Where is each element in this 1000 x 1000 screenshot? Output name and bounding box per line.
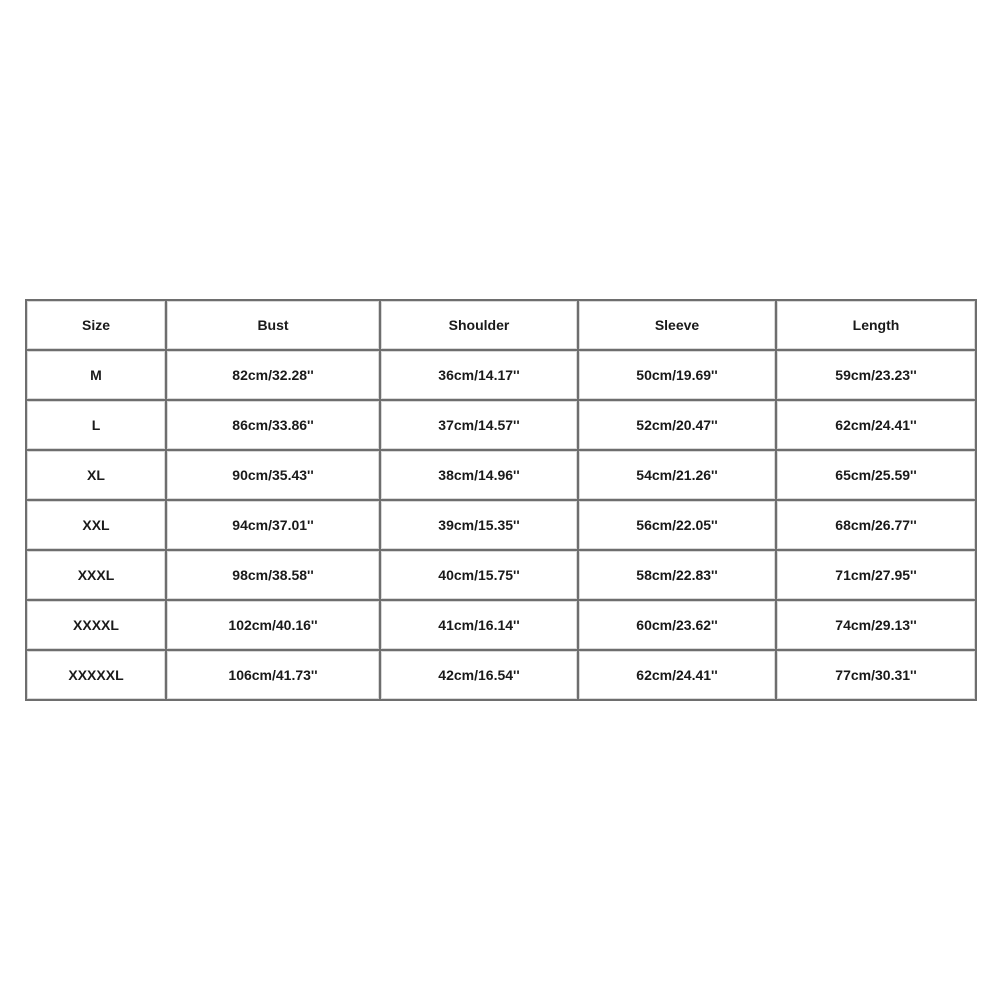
cell-shoulder: 39cm/15.35'' — [380, 500, 578, 550]
cell-length: 62cm/24.41'' — [776, 400, 976, 450]
table-row — [26, 650, 976, 700]
table-row — [26, 500, 976, 550]
table-row — [26, 400, 976, 450]
cell-size: XXL — [26, 500, 166, 550]
cell-sleeve: 56cm/22.05'' — [578, 500, 776, 550]
cell-size: XXXXL — [26, 600, 166, 650]
header-bust: Bust — [166, 300, 380, 350]
cell-sleeve: 54cm/21.26'' — [578, 450, 776, 500]
table-row — [26, 450, 976, 500]
cell-size: L — [26, 400, 166, 450]
cell-bust: 82cm/32.28'' — [166, 350, 380, 400]
cell-bust: 90cm/35.43'' — [166, 450, 380, 500]
cell-bust: 106cm/41.73'' — [166, 650, 380, 700]
cell-sleeve: 52cm/20.47'' — [578, 400, 776, 450]
cell-bust: 94cm/37.01'' — [166, 500, 380, 550]
cell-size: XXXL — [26, 550, 166, 600]
cell-sleeve: 62cm/24.41'' — [578, 650, 776, 700]
cell-length: 68cm/26.77'' — [776, 500, 976, 550]
cell-length: 65cm/25.59'' — [776, 450, 976, 500]
cell-sleeve: 60cm/23.62'' — [578, 600, 776, 650]
cell-size: M — [26, 350, 166, 400]
table-row — [26, 600, 976, 650]
cell-shoulder: 42cm/16.54'' — [380, 650, 578, 700]
cell-shoulder: 36cm/14.17'' — [380, 350, 578, 400]
header-sleeve: Sleeve — [578, 300, 776, 350]
cell-shoulder: 40cm/15.75'' — [380, 550, 578, 600]
size-chart-table — [25, 299, 977, 701]
cell-sleeve: 50cm/19.69'' — [578, 350, 776, 400]
cell-length: 59cm/23.23'' — [776, 350, 976, 400]
cell-shoulder: 38cm/14.96'' — [380, 450, 578, 500]
cell-size: XL — [26, 450, 166, 500]
cell-sleeve: 58cm/22.83'' — [578, 550, 776, 600]
cell-size: XXXXXL — [26, 650, 166, 700]
table-header-row — [26, 300, 976, 350]
cell-bust: 102cm/40.16'' — [166, 600, 380, 650]
cell-bust: 86cm/33.86'' — [166, 400, 380, 450]
header-shoulder: Shoulder — [380, 300, 578, 350]
cell-length: 71cm/27.95'' — [776, 550, 976, 600]
table-row — [26, 350, 976, 400]
cell-length: 77cm/30.31'' — [776, 650, 976, 700]
cell-shoulder: 37cm/14.57'' — [380, 400, 578, 450]
header-length: Length — [776, 300, 976, 350]
cell-length: 74cm/29.13'' — [776, 600, 976, 650]
table-row — [26, 550, 976, 600]
header-size: Size — [26, 300, 166, 350]
cell-shoulder: 41cm/16.14'' — [380, 600, 578, 650]
cell-bust: 98cm/38.58'' — [166, 550, 380, 600]
